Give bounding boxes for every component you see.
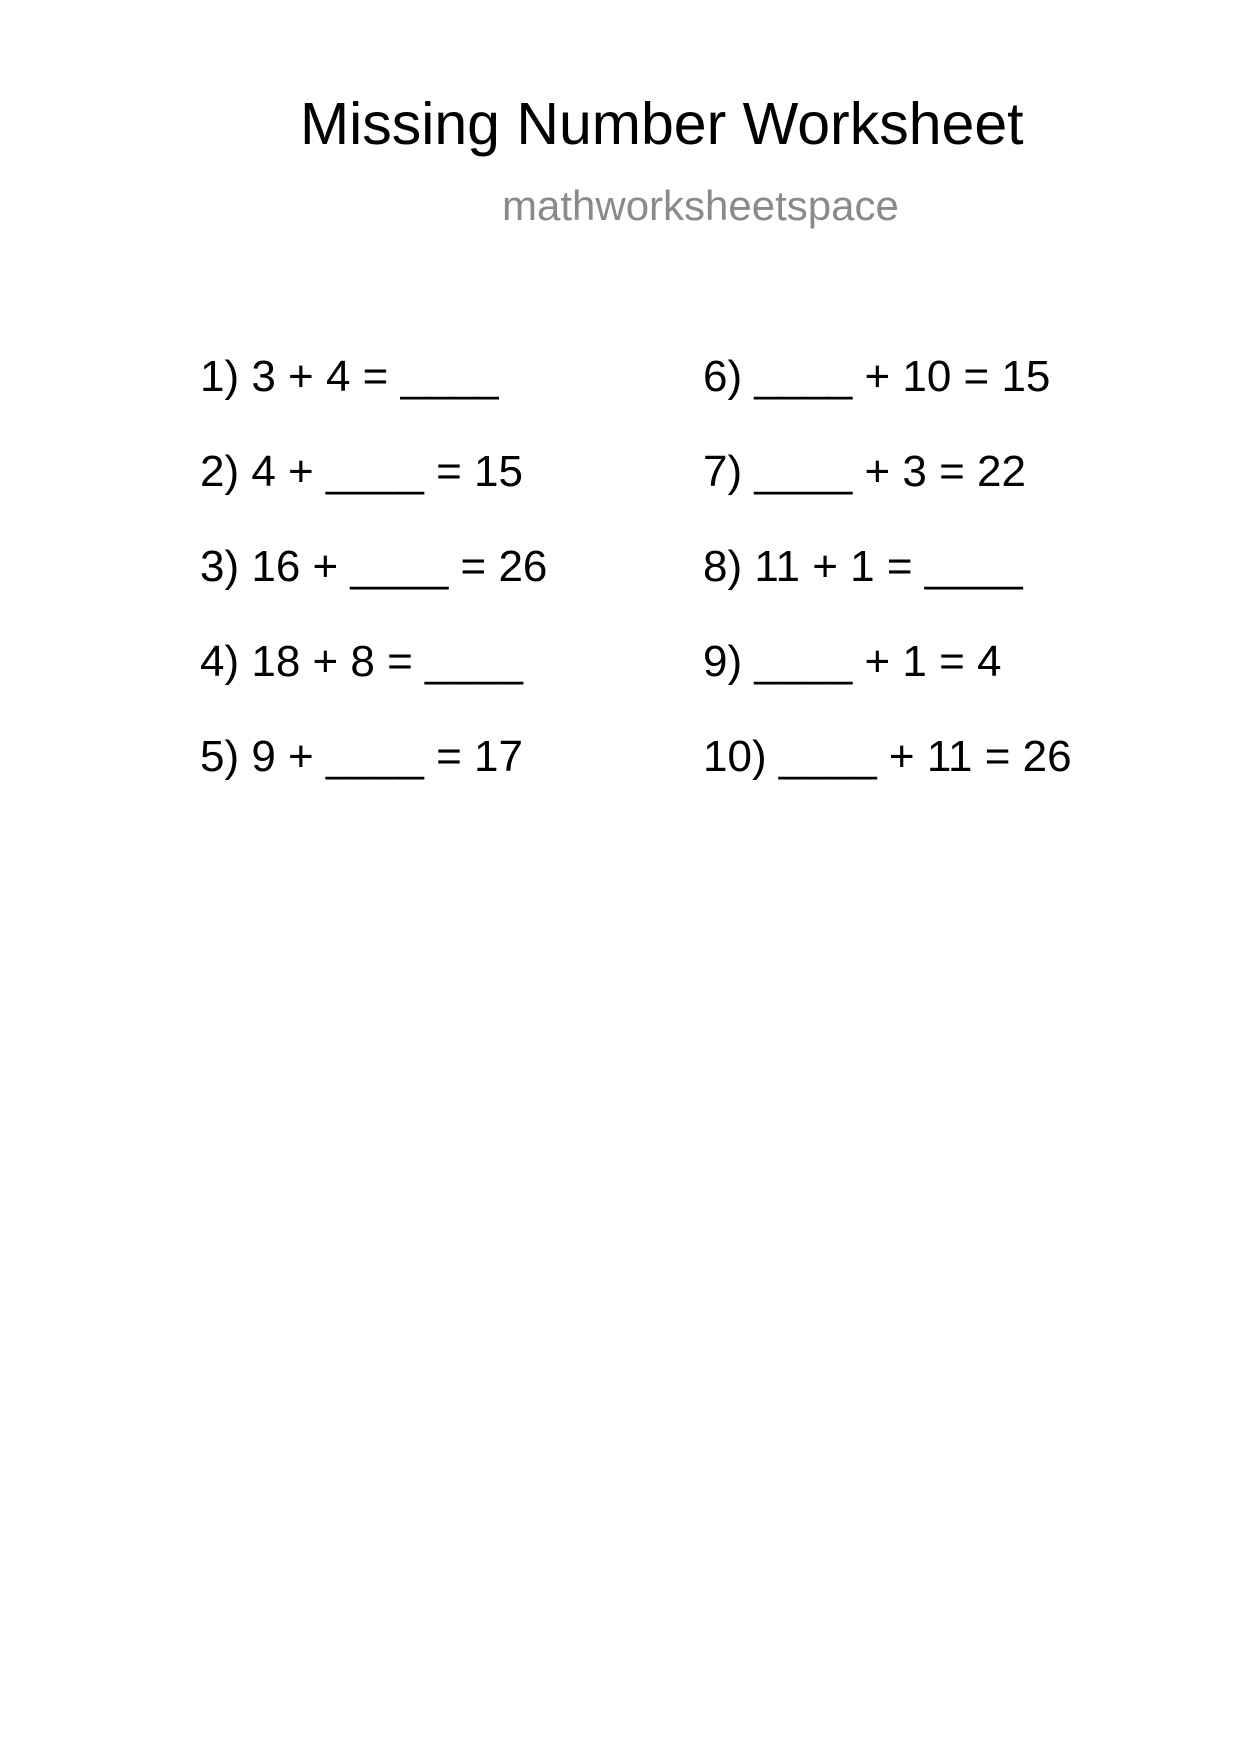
problem-7: 7) ____ + 3 = 22	[703, 447, 1026, 496]
page-subtitle: mathworksheetspace	[502, 182, 899, 229]
problem-3: 3) 16 + ____ = 26	[200, 542, 548, 591]
problem-5: 5) 9 + ____ = 17	[200, 732, 523, 781]
problem-10: 10) ____ + 11 = 26	[703, 732, 1072, 781]
problem-1: 1) 3 + 4 = ____	[200, 352, 499, 401]
problem-9: 9) ____ + 1 = 4	[703, 637, 1002, 686]
problem-2: 2) 4 + ____ = 15	[200, 447, 523, 496]
problem-6: 6) ____ + 10 = 15	[703, 352, 1051, 401]
page-title: Missing Number Worksheet	[300, 91, 1024, 157]
problem-8: 8) 11 + 1 = ____	[703, 542, 1023, 591]
problem-4: 4) 18 + 8 = ____	[200, 637, 523, 686]
